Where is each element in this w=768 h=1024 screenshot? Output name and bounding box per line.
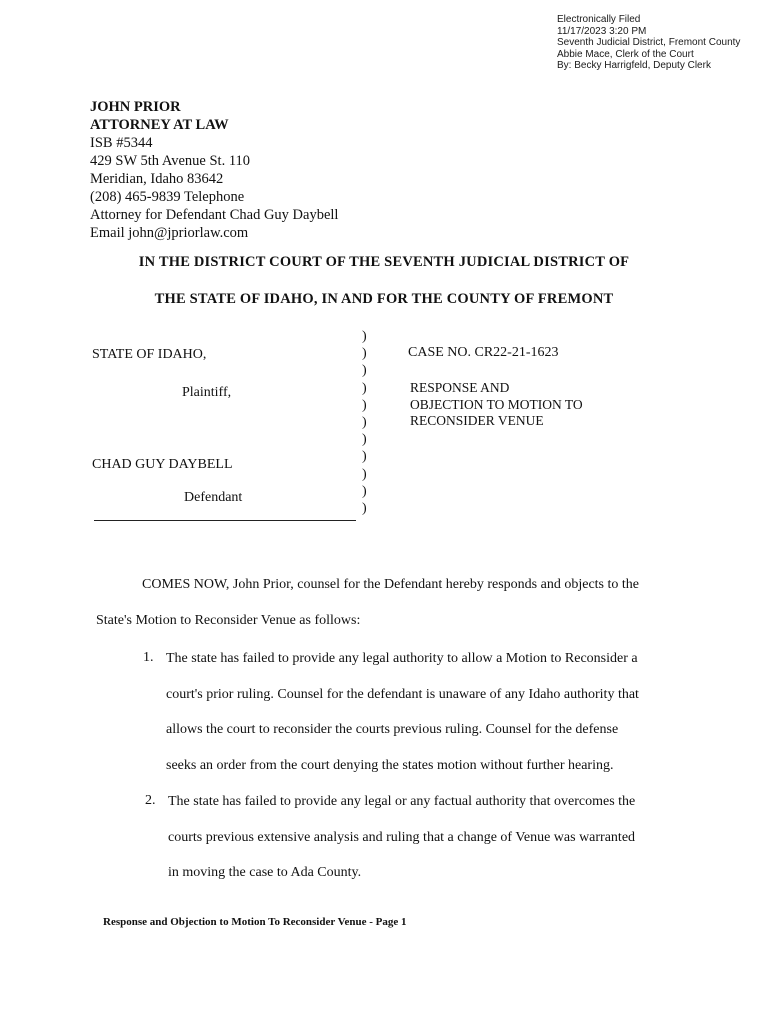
court-heading-line-1: IN THE DISTRICT COURT OF THE SEVENTH JUDICIAL DISTRICT OF [138, 254, 630, 270]
item-line: courts previous extensive analysis and ruling that a change of Venue was warranted [168, 829, 636, 845]
document-title-line: RESPONSE AND [410, 380, 510, 395]
caption-plaintiff: Plaintiff, [182, 385, 232, 400]
item-line: court's prior ruling. Counsel for the defendant is unaware of any Idaho authority that [166, 686, 639, 702]
caption-paren: ) [362, 346, 367, 362]
item-line: allows the court to reconsider the courts previous ruling. Counsel for the defense [166, 722, 619, 737]
caption-paren: ) [362, 397, 367, 413]
stamp-line: By: Becky Harrigfeld, Deputy Clerk [557, 60, 711, 71]
case-number: CASE NO. CR22-21-1623 [408, 345, 559, 360]
item-line: The state has failed to provide any legal authority to allow a Motion to Reconsider a [166, 651, 638, 666]
document-title [410, 380, 583, 430]
court-heading-line-2: THE STATE OF IDAHO, IN AND FOR THE COUNTY OF FREMONT [154, 291, 614, 307]
caption-paren: ) [362, 449, 367, 465]
item-1-text [166, 641, 639, 783]
item-line: in moving the case to Ada County. [168, 865, 362, 880]
intro-line-2: State's Motion to Reconsider Venue as follows: [96, 613, 361, 628]
caption-parentheses [362, 328, 367, 517]
attorney-block [90, 98, 338, 242]
caption-paren: ) [362, 380, 367, 396]
stamp-line: 11/17/2023 3:20 PM [557, 25, 647, 37]
document-title-line: RECONSIDER VENUE [410, 413, 544, 428]
item-line: seeks an order from the court denying the states motion without further hearing. [166, 757, 614, 773]
page-footer: Response and Objection to Motion To Reconsider Venue - Page 1 [103, 916, 407, 928]
item-number-1: 1. [143, 650, 154, 665]
item-2-text [168, 784, 635, 891]
caption-paren: ) [362, 466, 367, 482]
stamp-line: Electronically Filed [557, 14, 641, 25]
caption-rule [94, 520, 356, 521]
caption-paren: ) [362, 363, 367, 379]
item-number-2: 2. [145, 793, 156, 808]
attorney-isb: ISB #5344 [90, 135, 153, 151]
filing-stamp [557, 14, 740, 72]
caption-paren: ) [362, 414, 367, 430]
item-line: The state has failed to provide any legal or any factual authority that overcomes the [168, 794, 636, 809]
attorney-name: JOHN PRIOR [90, 99, 181, 115]
caption-defendant-name: CHAD GUY DAYBELL [92, 457, 233, 472]
caption-paren: ) [362, 329, 367, 344]
attorney-address-1: 429 SW 5th Avenue St. 110 [90, 153, 251, 169]
caption-paren: ) [362, 483, 367, 499]
attorney-address-2: Meridian, Idaho 83642 [90, 171, 224, 187]
caption-paren: ) [362, 500, 367, 516]
attorney-role: Attorney for Defendant Chad Guy Daybell [90, 207, 339, 223]
caption-defendant-role: Defendant [184, 490, 243, 505]
stamp-line: Seventh Judicial District, Fremont County [557, 37, 741, 48]
caption-paren: ) [362, 432, 367, 448]
intro-line-1: COMES NOW, John Prior, counsel for the Defendant hereby responds and objects to the [142, 577, 639, 592]
attorney-phone: (208) 465-9839 Telephone [90, 189, 245, 205]
stamp-line: Abbie Mace, Clerk of the Court [557, 48, 694, 60]
document-title-line: OBJECTION TO MOTION TO [410, 396, 583, 412]
caption-state: STATE OF IDAHO, [92, 347, 207, 362]
attorney-email: Email john@jpriorlaw.com [90, 225, 249, 241]
attorney-title: ATTORNEY AT LAW [90, 117, 229, 133]
